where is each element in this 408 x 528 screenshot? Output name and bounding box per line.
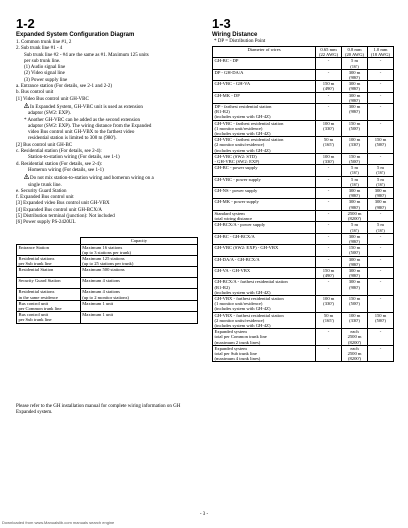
distance-value: - — [368, 245, 394, 256]
list-item: 1. Common trunk line #1, 2 — [16, 40, 72, 45]
list-item: In Expanded System, GH-VBC unit is used as extension — [16, 103, 198, 111]
distance-value: 150 m (500') — [368, 312, 394, 329]
connection-label: DP - GH-DA/A — [213, 69, 316, 80]
row-label: Residential Station — [17, 267, 81, 278]
distance-value: - — [368, 295, 394, 312]
list-item: * Another GH-VBC can be added as the second extension — [24, 117, 140, 123]
list-item: b. Bus control unit — [16, 90, 54, 96]
distance-value: - — [316, 256, 342, 267]
page-number: - 3 - — [199, 512, 209, 517]
connection-label: GH-MK - DP — [213, 92, 316, 103]
list-item: 2. Sub trunk line #1 - 4 — [16, 46, 63, 52]
distance-value: - — [368, 256, 394, 267]
distance-value: - — [316, 199, 342, 210]
list-item: e. Security Guard Station — [16, 188, 67, 194]
capacity-value: Maximum 4 stations (up to 2 monitor stations) — [80, 289, 197, 300]
section-number: 1-3 — [212, 16, 231, 31]
table-row — [213, 267, 394, 278]
distance-value: - — [368, 233, 394, 244]
capacity-value: Maximum 4 stations — [80, 278, 197, 289]
distance-value: - — [316, 58, 342, 69]
table-row — [213, 69, 394, 80]
row-label: Security Guard Station — [17, 278, 81, 289]
distance-value: 150 m (490') — [316, 81, 342, 92]
connection-label: Expanded system total per Sub trunk line (maximum 4 trunk lines) — [213, 345, 316, 362]
capacity-value: Maximum 1 unit — [80, 300, 197, 311]
connection-label: GH-BC - power supply — [213, 165, 316, 176]
list-item: adaptor (SW2: EXP). — [28, 111, 71, 117]
list-item: f. Expanded Bus control unit — [16, 195, 74, 201]
distance-value: - — [316, 345, 342, 362]
table-row — [17, 278, 198, 289]
distance-value: 300 m (980') — [368, 199, 394, 210]
connection-label: GH-VBX - farthest residential station (1 monitor unit/residence) (includes system with GH-4Z) — [213, 295, 316, 312]
distance-value: - — [316, 329, 342, 346]
table-row — [213, 120, 394, 137]
list-item: [5] Distribution terminal (junction): Not included — [16, 214, 115, 220]
connection-label: GH-VBC - farthest residential station (1 monitor unit/residence) (includes system with GH-4Z) — [213, 120, 316, 137]
distance-value: - — [316, 92, 342, 103]
list-item: (3) Power supply line — [24, 77, 68, 83]
table-row — [17, 267, 198, 278]
table-row — [213, 165, 394, 176]
distance-value: 150 m (490') — [316, 267, 342, 278]
list-item: d. Residential station (For details, see 2-4): — [16, 161, 103, 167]
distance-value: - — [316, 210, 342, 221]
capacity-header: Capacity — [80, 237, 197, 244]
distance-value: - — [316, 188, 342, 199]
table-row — [213, 245, 394, 256]
distance-value: 50 m (165') — [316, 137, 342, 154]
distance-value: - — [368, 58, 394, 69]
list-item: [2] Bus control unit GH-BC — [16, 142, 73, 148]
distance-value: - — [316, 176, 342, 187]
distance-value: - — [368, 345, 394, 362]
distance-value: 5 m (16') — [342, 176, 368, 187]
wiring-distance-table — [212, 46, 394, 362]
distance-value: 300 m (980') — [342, 188, 368, 199]
connection-label: GH-VBC - farthest residential station (2 monitor units/residence) (includes system with GH-4Z) — [213, 137, 316, 154]
distance-value: 300 m (980') — [342, 104, 368, 121]
connection-label: GH-VA - GH-VBX — [213, 267, 316, 278]
configuration-list — [16, 40, 198, 227]
distance-value: - — [368, 210, 394, 221]
distance-value: 5 m (16') — [368, 222, 394, 233]
distance-value: 100 m (330') — [342, 312, 368, 329]
connection-label: DP - farthest residential station (R1-R2) (includes system with GH-4Z) — [213, 104, 316, 121]
list-item: [4] Expanded Bus control unit GH-BCX/A — [16, 207, 102, 213]
table-row — [213, 153, 394, 164]
column-header-gauge: 0.65 mm (22 AWG) — [316, 47, 342, 58]
column-header-diameter: Diameter of wires — [213, 47, 316, 58]
connection-label: GH-BC - DP — [213, 58, 316, 69]
distance-value: 5 m (16') — [342, 222, 368, 233]
distance-value: - — [368, 81, 394, 92]
header-row — [213, 47, 394, 58]
list-item: (1) Audio signal line — [24, 65, 66, 71]
connection-label: GH-VBC (SW2: EXP) - GH-VBX — [213, 245, 316, 256]
table-row — [213, 312, 394, 329]
table-row — [213, 188, 394, 199]
distance-value: - — [316, 69, 342, 80]
distance-value: each 2500 m (8200') — [342, 345, 368, 362]
table-row — [213, 295, 394, 312]
row-label: Bus control unit per Common trunk line — [17, 300, 81, 311]
list-item: Station-to-station wiring (For details, see 1-1) — [28, 155, 120, 161]
table-row — [213, 176, 394, 187]
download-footer: Downloaded from www.Manualslib.com manuals search engine — [2, 520, 115, 525]
connection-label: GH-MK - power supply — [213, 199, 316, 210]
distance-value: 150 m (500') — [342, 120, 368, 137]
table-row — [17, 244, 198, 255]
capacity-value: Maximum 16 stations (up to 3 stations per trunk) — [80, 244, 197, 255]
table-row — [213, 233, 394, 244]
connection-label: GH-BCX/A - power supply — [213, 222, 316, 233]
table-row — [213, 345, 394, 362]
distance-value: 300 m (980') — [342, 92, 368, 103]
list-item: Sub trunk line #2 - #4 are the same as #1. Maximum 125 units — [24, 52, 149, 58]
list-item: Homerun wiring (For details, see 1-1) — [28, 167, 104, 173]
connection-label: GH-VBC (SW2: STD) - GH-VBC (SW2: EXP) — [213, 153, 316, 164]
list-item: video Bus control unit GH-VBX to the farthest video — [28, 130, 135, 136]
connection-label: GH-NS - power supply — [213, 188, 316, 199]
table-row — [213, 58, 394, 69]
distance-value: 300 m (980') — [342, 81, 368, 92]
capacity-value: Maximum 500 stations — [80, 267, 197, 278]
list-item: c. Residential station (For details, see 2-4): — [16, 149, 102, 155]
table-row — [17, 256, 198, 267]
distance-value: 2500 m (8200') — [342, 210, 368, 221]
capacity-value: Maximum 125 stations (up to 25 stations per trunk) — [80, 256, 197, 267]
table-row — [213, 279, 394, 296]
distance-value: - — [368, 279, 394, 296]
connection-label: Expanded system total per Common trunk line (maximum 2 trunk lines) — [213, 329, 316, 346]
distance-value: - — [368, 329, 394, 346]
table-corner — [17, 237, 81, 244]
list-item: per sub trunk line. — [24, 58, 61, 64]
list-item: Do not mix station-to-station wiring and homerun wiring on a — [16, 174, 198, 182]
list-item: [3] Expanded video Bus control unit GH-VBX — [16, 201, 110, 207]
table-row — [17, 289, 198, 300]
list-item: residential station is limited to 300 m (980'). — [28, 136, 117, 142]
section-number: 1-2 — [16, 16, 35, 31]
row-label: Entrance Station — [17, 244, 81, 255]
distance-value: 150 m (500') — [342, 245, 368, 256]
table-row — [213, 137, 394, 154]
row-label: Bus control unit per Sub trunk line — [17, 312, 81, 323]
section-title: Wiring Distance — [212, 32, 258, 38]
row-label: Residential stations in the same residence — [17, 289, 81, 300]
distance-value: 5 m (16') — [368, 176, 394, 187]
connection-label: GH-BC - GH-BCX/A — [213, 233, 316, 244]
connection-label: Standard system total wiring distance — [213, 210, 316, 221]
table-row — [213, 210, 394, 221]
distance-value: - — [316, 222, 342, 233]
distance-value: - — [368, 92, 394, 103]
distance-value: 150 m (500') — [368, 137, 394, 154]
list-item: [6] Power supply PS-2420UL — [16, 220, 76, 226]
table-row — [213, 199, 394, 210]
distance-value: 300 m (980') — [342, 256, 368, 267]
column-header-gauge: 0.8 mm (20 AWG) — [342, 47, 368, 58]
distance-value: - — [316, 245, 342, 256]
table-row — [213, 81, 394, 92]
warning-icon — [24, 103, 29, 108]
distance-value: 300 m (980') — [368, 188, 394, 199]
dp-legend: * DP = Distribution Point — [214, 39, 266, 44]
warning-icon — [24, 174, 29, 179]
connection-label: GH-DA/A - GH-BCX/A — [213, 256, 316, 267]
distance-value: 150 m (500') — [342, 153, 368, 164]
distance-value: 300 m (980') — [342, 199, 368, 210]
distance-value: 300 m (980') — [342, 69, 368, 80]
section-title: Expanded System Configuration Diagram — [16, 32, 135, 38]
left-column — [16, 17, 198, 324]
connection-label: GH-BCX/A - farthest residential station (R1-R2) (includes system with GH-4Z) — [213, 279, 316, 296]
distance-value: - — [368, 153, 394, 164]
list-item: adaptor (SW2: EXP). The wiring distance from the Expanded — [28, 123, 152, 129]
table-row — [17, 300, 198, 311]
connection-label: GH-VBX - farthest residential station (2 monitor units/residence) (includes system with GH-4Z) — [213, 312, 316, 329]
connection-label: GH-VBC - power supply — [213, 176, 316, 187]
list-item: single trunk line. — [28, 182, 62, 188]
distance-value: - — [316, 165, 342, 176]
list-item: [1] Video Bus control unit GH-VBC — [16, 96, 89, 102]
capacity-table — [16, 237, 198, 324]
distance-value: - — [316, 104, 342, 121]
distance-value: 5 m (16') — [342, 58, 368, 69]
distance-value: 50 m (165') — [316, 312, 342, 329]
list-item: (2) Video signal line — [24, 71, 65, 77]
distance-value: 300 m (980') — [342, 267, 368, 278]
distance-value: 150 m (500') — [342, 295, 368, 312]
distance-value: 5 m (16') — [368, 165, 394, 176]
column-header-gauge: 1.0 mm (18 AWG) — [368, 47, 394, 58]
row-label: Residential stations per Sub trunk line — [17, 256, 81, 267]
table-row — [213, 104, 394, 121]
distance-value: 100 m (330') — [316, 153, 342, 164]
table-row — [213, 92, 394, 103]
table-row — [213, 256, 394, 267]
distance-value: 100 m (330') — [316, 120, 342, 137]
table-row — [17, 312, 198, 323]
distance-value: - — [368, 120, 394, 137]
distance-value: - — [316, 279, 342, 296]
distance-value: - — [368, 69, 394, 80]
distance-value: 100 m (330') — [316, 295, 342, 312]
distance-value: - — [368, 267, 394, 278]
distance-value: 100 m (330') — [342, 137, 368, 154]
capacity-value: Maximum 1 unit — [80, 312, 197, 323]
distance-value: 5 m (16') — [342, 165, 368, 176]
list-item: a. Entrance station (For details, see 2-1 and 2-2) — [16, 84, 113, 90]
right-column — [212, 17, 394, 362]
distance-value: each 2500 m (8200') — [342, 329, 368, 346]
distance-value: 300 m (980') — [342, 279, 368, 296]
distance-value: - — [368, 104, 394, 121]
distance-value: - — [316, 233, 342, 244]
table-row — [213, 222, 394, 233]
distance-value: 300 m (980') — [342, 233, 368, 244]
installation-note: Please refer to the GH installation manual for complete wiring information on GH Expanded system. — [16, 404, 181, 416]
connection-label: GH-VBC - GH-VA — [213, 81, 316, 92]
table-row — [213, 329, 394, 346]
